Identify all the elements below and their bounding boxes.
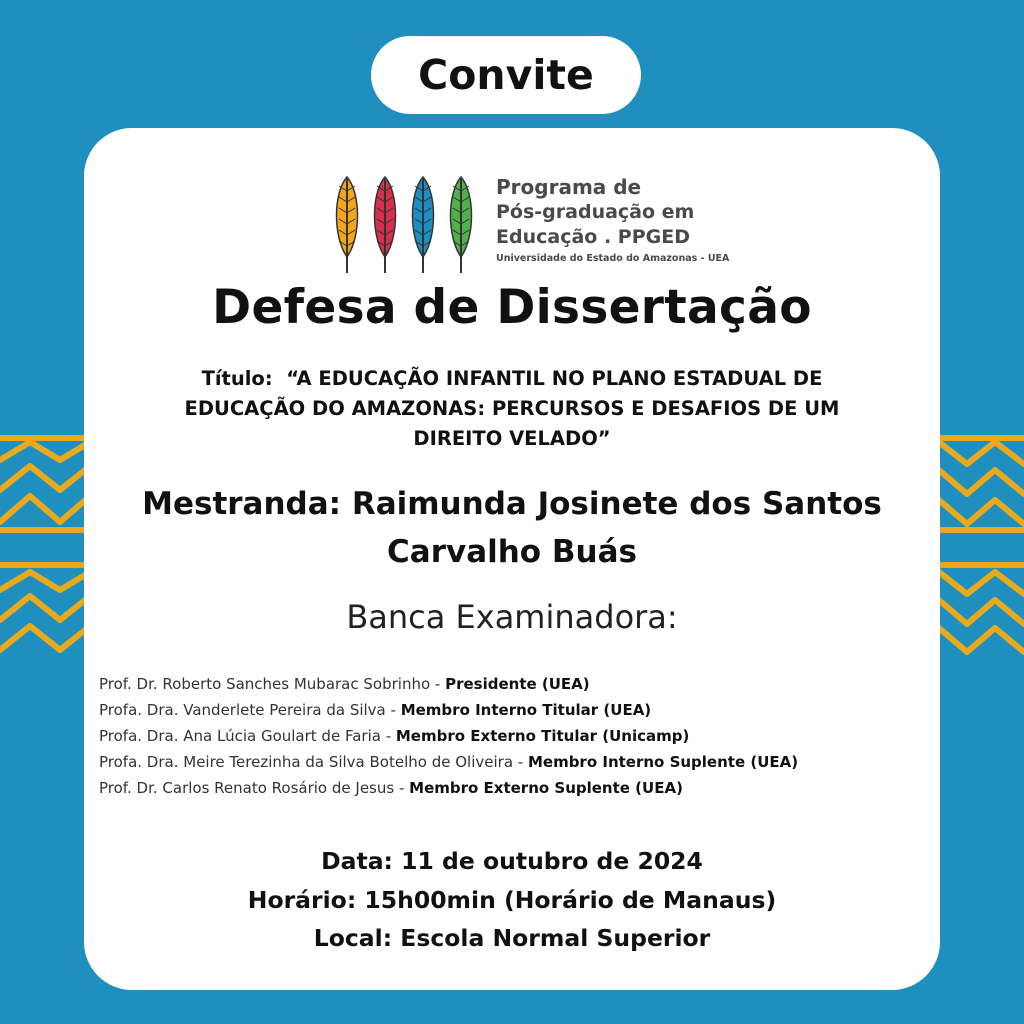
- student-name: Mestranda: Raimunda Josinete dos Santos Carvalho Buás: [142, 486, 882, 570]
- ppged-logo: [334, 175, 794, 275]
- tribal-pattern-left: [0, 430, 90, 660]
- event-heading: Defesa de Dissertação: [212, 280, 812, 335]
- board-member: [99, 723, 929, 749]
- logo-subline: Universidade do Estado do Amazonas - UEA: [496, 253, 730, 264]
- thesis-title: “A EDUCAÇÃO INFANTIL NO PLANO ESTADUAL DE EDUCAÇÃO DO AMAZONAS: PERCURSOS E DESAFIOS DE UM DIREITO VELADO”: [184, 367, 840, 450]
- logo-line-2: Pós-graduação em: [496, 201, 695, 223]
- board-member: [99, 671, 929, 697]
- event-date: Data: 11 de outubro de 2024: [321, 847, 703, 875]
- invite-badge: [371, 36, 641, 114]
- board-title: Banca Examinadora:: [346, 598, 678, 636]
- member-role: Presidente (UEA): [445, 675, 590, 693]
- board-member: [99, 697, 929, 723]
- member-role: Membro Interno Titular (UEA): [400, 701, 652, 719]
- logo-line-3: Educação . PPGED: [496, 226, 690, 248]
- member-role: Membro Externo Suplente (UEA): [409, 779, 683, 797]
- feathers-icon: [334, 175, 474, 275]
- invite-badge-label: Convite: [418, 51, 594, 99]
- member-name: Profa. Dra. Ana Lúcia Goulart de Faria -: [99, 727, 396, 745]
- board-member: [99, 775, 929, 801]
- board-member: [99, 749, 929, 775]
- event-time: Horário: 15h00min (Horário de Manaus): [247, 885, 777, 914]
- logo-text: [496, 175, 729, 264]
- thesis-title-block: [144, 364, 880, 454]
- member-name: Profa. Dra. Meire Terezinha da Silva Botelho de Oliveira -: [99, 753, 528, 771]
- member-name: Profa. Dra. Vanderlete Pereira da Silva -: [99, 701, 401, 719]
- event-location: Local: Escola Normal Superior: [313, 924, 711, 952]
- event-details: [84, 842, 940, 958]
- member-name: Prof. Dr. Carlos Renato Rosário de Jesus -: [99, 779, 410, 797]
- logo-line-1: Programa de: [496, 175, 642, 199]
- board-members: [99, 671, 929, 801]
- feather-icon: [451, 177, 472, 273]
- member-role: Membro Externo Titular (Unicamp): [395, 727, 690, 745]
- tribal-pattern-right: [939, 430, 1024, 660]
- member-role: Membro Interno Suplente (UEA): [527, 753, 799, 771]
- feather-icon: [337, 177, 358, 273]
- member-name: Prof. Dr. Roberto Sanches Mubarac Sobrinho -: [99, 675, 446, 693]
- thesis-label: Título:: [201, 367, 273, 390]
- invitation-card: [84, 128, 940, 990]
- feather-icon: [413, 177, 434, 273]
- feather-icon: [375, 177, 396, 273]
